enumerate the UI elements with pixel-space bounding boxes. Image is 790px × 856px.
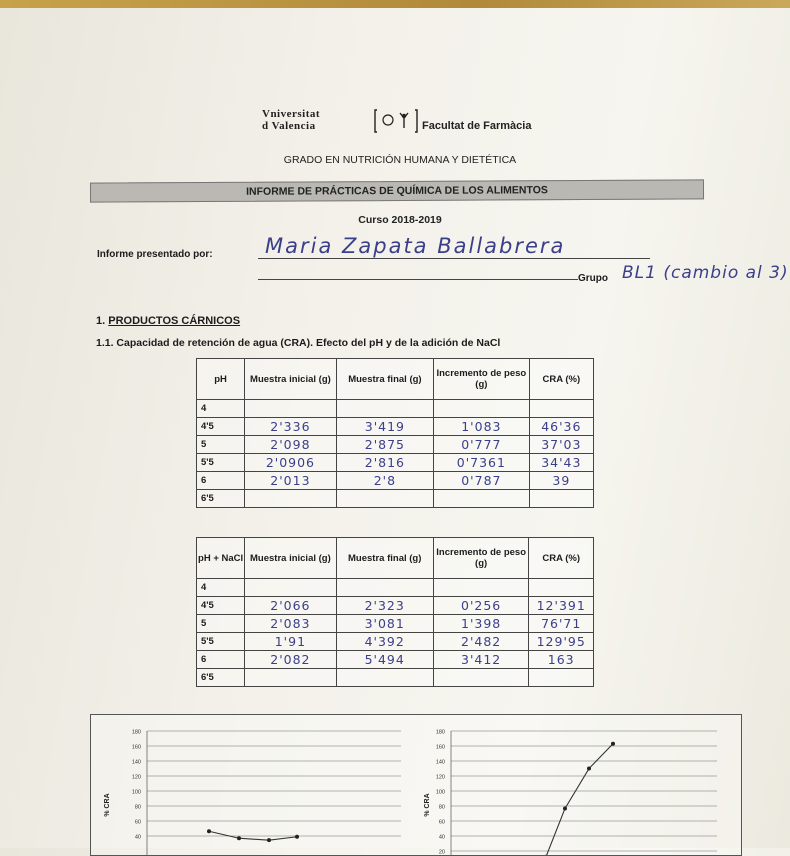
- presented-by-label: Informe presentado por:: [97, 249, 213, 260]
- value-cell: [529, 579, 594, 597]
- table-row: [197, 400, 594, 418]
- cra-ph-table: [196, 358, 594, 508]
- ph-cell: 4'5: [197, 418, 245, 436]
- ph-cell: 6'5: [197, 490, 245, 508]
- table-row: [197, 579, 594, 597]
- column-header: pH + NaCl: [197, 538, 245, 579]
- value-cell: [434, 400, 530, 418]
- value-cell: [433, 669, 529, 687]
- course-year: Curso 2018-2019: [0, 214, 790, 226]
- value-cell: 2'082: [245, 651, 336, 669]
- value-cell: 46'36: [529, 418, 593, 436]
- ph-cell: 5'5: [197, 454, 245, 472]
- ph-cell: 4'5: [197, 597, 245, 615]
- y-tick-label: 140: [436, 760, 445, 766]
- table-row: [197, 490, 594, 508]
- data-point: [295, 835, 299, 839]
- value-cell: [336, 490, 433, 508]
- y-tick-label: 180: [132, 730, 141, 736]
- data-point: [237, 836, 241, 840]
- value-cell: 0'7361: [434, 454, 530, 472]
- section-title-text: PRODUCTOS CÁRNICOS: [108, 315, 240, 327]
- table-header-row: [197, 538, 594, 579]
- y-tick-label: 20: [439, 850, 445, 856]
- ph-cell: 5: [197, 436, 245, 454]
- ph-cell: 5'5: [197, 633, 245, 651]
- y-tick-label: 60: [135, 820, 141, 826]
- column-header: CRA (%): [529, 538, 594, 579]
- cra-ph-nacl-table: [196, 537, 594, 687]
- value-cell: 163: [529, 651, 594, 669]
- table-header-row: [197, 359, 594, 400]
- y-tick-label: 60: [439, 820, 445, 826]
- table-row: [197, 597, 594, 615]
- value-cell: [245, 579, 336, 597]
- y-tick-label: 120: [436, 775, 445, 781]
- value-cell: 76'71: [529, 615, 594, 633]
- degree-title: GRADO EN NUTRICIÓN HUMANA Y DIETÉTICA: [0, 154, 790, 166]
- section-heading: [96, 315, 240, 327]
- y-tick-label: 160: [132, 745, 141, 751]
- column-header: Muestra final (g): [336, 538, 433, 579]
- ph-cell: 6: [197, 472, 245, 490]
- value-cell: [245, 669, 336, 687]
- page-top-edge: [0, 0, 790, 8]
- value-cell: 2'816: [336, 454, 433, 472]
- table-row: [197, 633, 594, 651]
- y-tick-label: 40: [439, 835, 445, 841]
- value-cell: 1'91: [245, 633, 336, 651]
- ph-cell: 6: [197, 651, 245, 669]
- charts-svg: [91, 715, 741, 855]
- y-tick-label: 100: [132, 790, 141, 796]
- value-cell: [336, 400, 433, 418]
- university-name: [262, 108, 320, 132]
- y-tick-label: 80: [439, 805, 445, 811]
- value-cell: 3'419: [336, 418, 433, 436]
- value-cell: 3'412: [433, 651, 529, 669]
- university-logo: [262, 108, 562, 138]
- subsection-heading: 1.1. Capacidad de retención de agua (CRA). Efecto del pH y de la adición de NaCl: [96, 337, 500, 349]
- value-cell: 2'482: [433, 633, 529, 651]
- value-cell: 1'398: [433, 615, 529, 633]
- faculty-name: Facultat de Farmàcia: [422, 120, 531, 132]
- group-handwritten: BL1 (cambio al 3): [622, 263, 789, 283]
- value-cell: 0'787: [434, 472, 530, 490]
- value-cell: [245, 400, 337, 418]
- value-cell: 1'083: [434, 418, 530, 436]
- table-row: [197, 454, 594, 472]
- value-cell: 2'066: [245, 597, 336, 615]
- y-tick-label: 120: [132, 775, 141, 781]
- y-tick-label: 160: [436, 745, 445, 751]
- ph-cell: 6'5: [197, 669, 245, 687]
- table-row: [197, 651, 594, 669]
- value-cell: [336, 669, 433, 687]
- y-axis-label: % CRA: [104, 793, 111, 816]
- value-cell: 2'083: [245, 615, 336, 633]
- value-cell: [434, 490, 530, 508]
- value-cell: [336, 579, 433, 597]
- value-cell: 129'95: [529, 633, 594, 651]
- data-point: [563, 806, 567, 810]
- value-cell: 2'0906: [245, 454, 337, 472]
- charts-frame: [90, 714, 742, 856]
- table-row: [197, 472, 594, 490]
- value-cell: 37'03: [529, 436, 593, 454]
- value-cell: 2'323: [336, 597, 433, 615]
- value-cell: 4'392: [336, 633, 433, 651]
- y-tick-label: 140: [132, 760, 141, 766]
- column-header: Incremento de peso (g): [434, 359, 530, 400]
- value-cell: [529, 490, 593, 508]
- value-cell: 3'081: [336, 615, 433, 633]
- ph-cell: 5: [197, 615, 245, 633]
- column-header: Muestra final (g): [336, 359, 433, 400]
- y-tick-label: 100: [436, 790, 445, 796]
- value-cell: 39: [529, 472, 593, 490]
- value-cell: 5'494: [336, 651, 433, 669]
- university-name-line1: Vniversitat: [262, 108, 320, 120]
- value-cell: 0'777: [434, 436, 530, 454]
- data-point: [207, 829, 211, 833]
- data-point: [587, 767, 591, 771]
- value-cell: [433, 579, 529, 597]
- y-tick-label: 80: [135, 805, 141, 811]
- value-cell: 12'391: [529, 597, 594, 615]
- value-cell: 2'098: [245, 436, 337, 454]
- value-cell: [529, 669, 594, 687]
- column-header: Incremento de peso (g): [433, 538, 529, 579]
- name-underline: [258, 258, 650, 259]
- series-line: [546, 744, 613, 855]
- ph-cell: 4: [197, 579, 245, 597]
- ph-cell: 4: [197, 400, 245, 418]
- student-name-handwritten: Maria Zapata Ballabrera: [265, 234, 565, 258]
- value-cell: 2'8: [336, 472, 433, 490]
- report-title-banner: INFORME DE PRÁCTICAS DE QUÍMICA DE LOS ALIMENTOS: [90, 179, 704, 202]
- table-row: [197, 418, 594, 436]
- column-header: CRA (%): [529, 359, 593, 400]
- table-row: [197, 669, 594, 687]
- value-cell: 0'256: [433, 597, 529, 615]
- data-point: [267, 838, 271, 842]
- data-point: [611, 742, 615, 746]
- second-underline: [258, 279, 578, 280]
- section-number: 1.: [96, 315, 105, 327]
- group-label: Grupo: [578, 273, 608, 284]
- value-cell: 2'336: [245, 418, 337, 436]
- column-header: pH: [197, 359, 245, 400]
- value-cell: [245, 490, 337, 508]
- y-tick-label: 180: [436, 730, 445, 736]
- column-header: Muestra inicial (g): [245, 359, 337, 400]
- table-row: [197, 436, 594, 454]
- y-tick-label: 40: [135, 835, 141, 841]
- university-seal-icon: [374, 108, 418, 134]
- value-cell: 2'013: [245, 472, 337, 490]
- value-cell: 34'43: [529, 454, 593, 472]
- value-cell: 2'875: [336, 436, 433, 454]
- column-header: Muestra inicial (g): [245, 538, 336, 579]
- value-cell: [529, 400, 593, 418]
- university-name-line2: d Valencia: [262, 120, 320, 132]
- y-axis-label: % CRA: [424, 793, 431, 816]
- table-row: [197, 615, 594, 633]
